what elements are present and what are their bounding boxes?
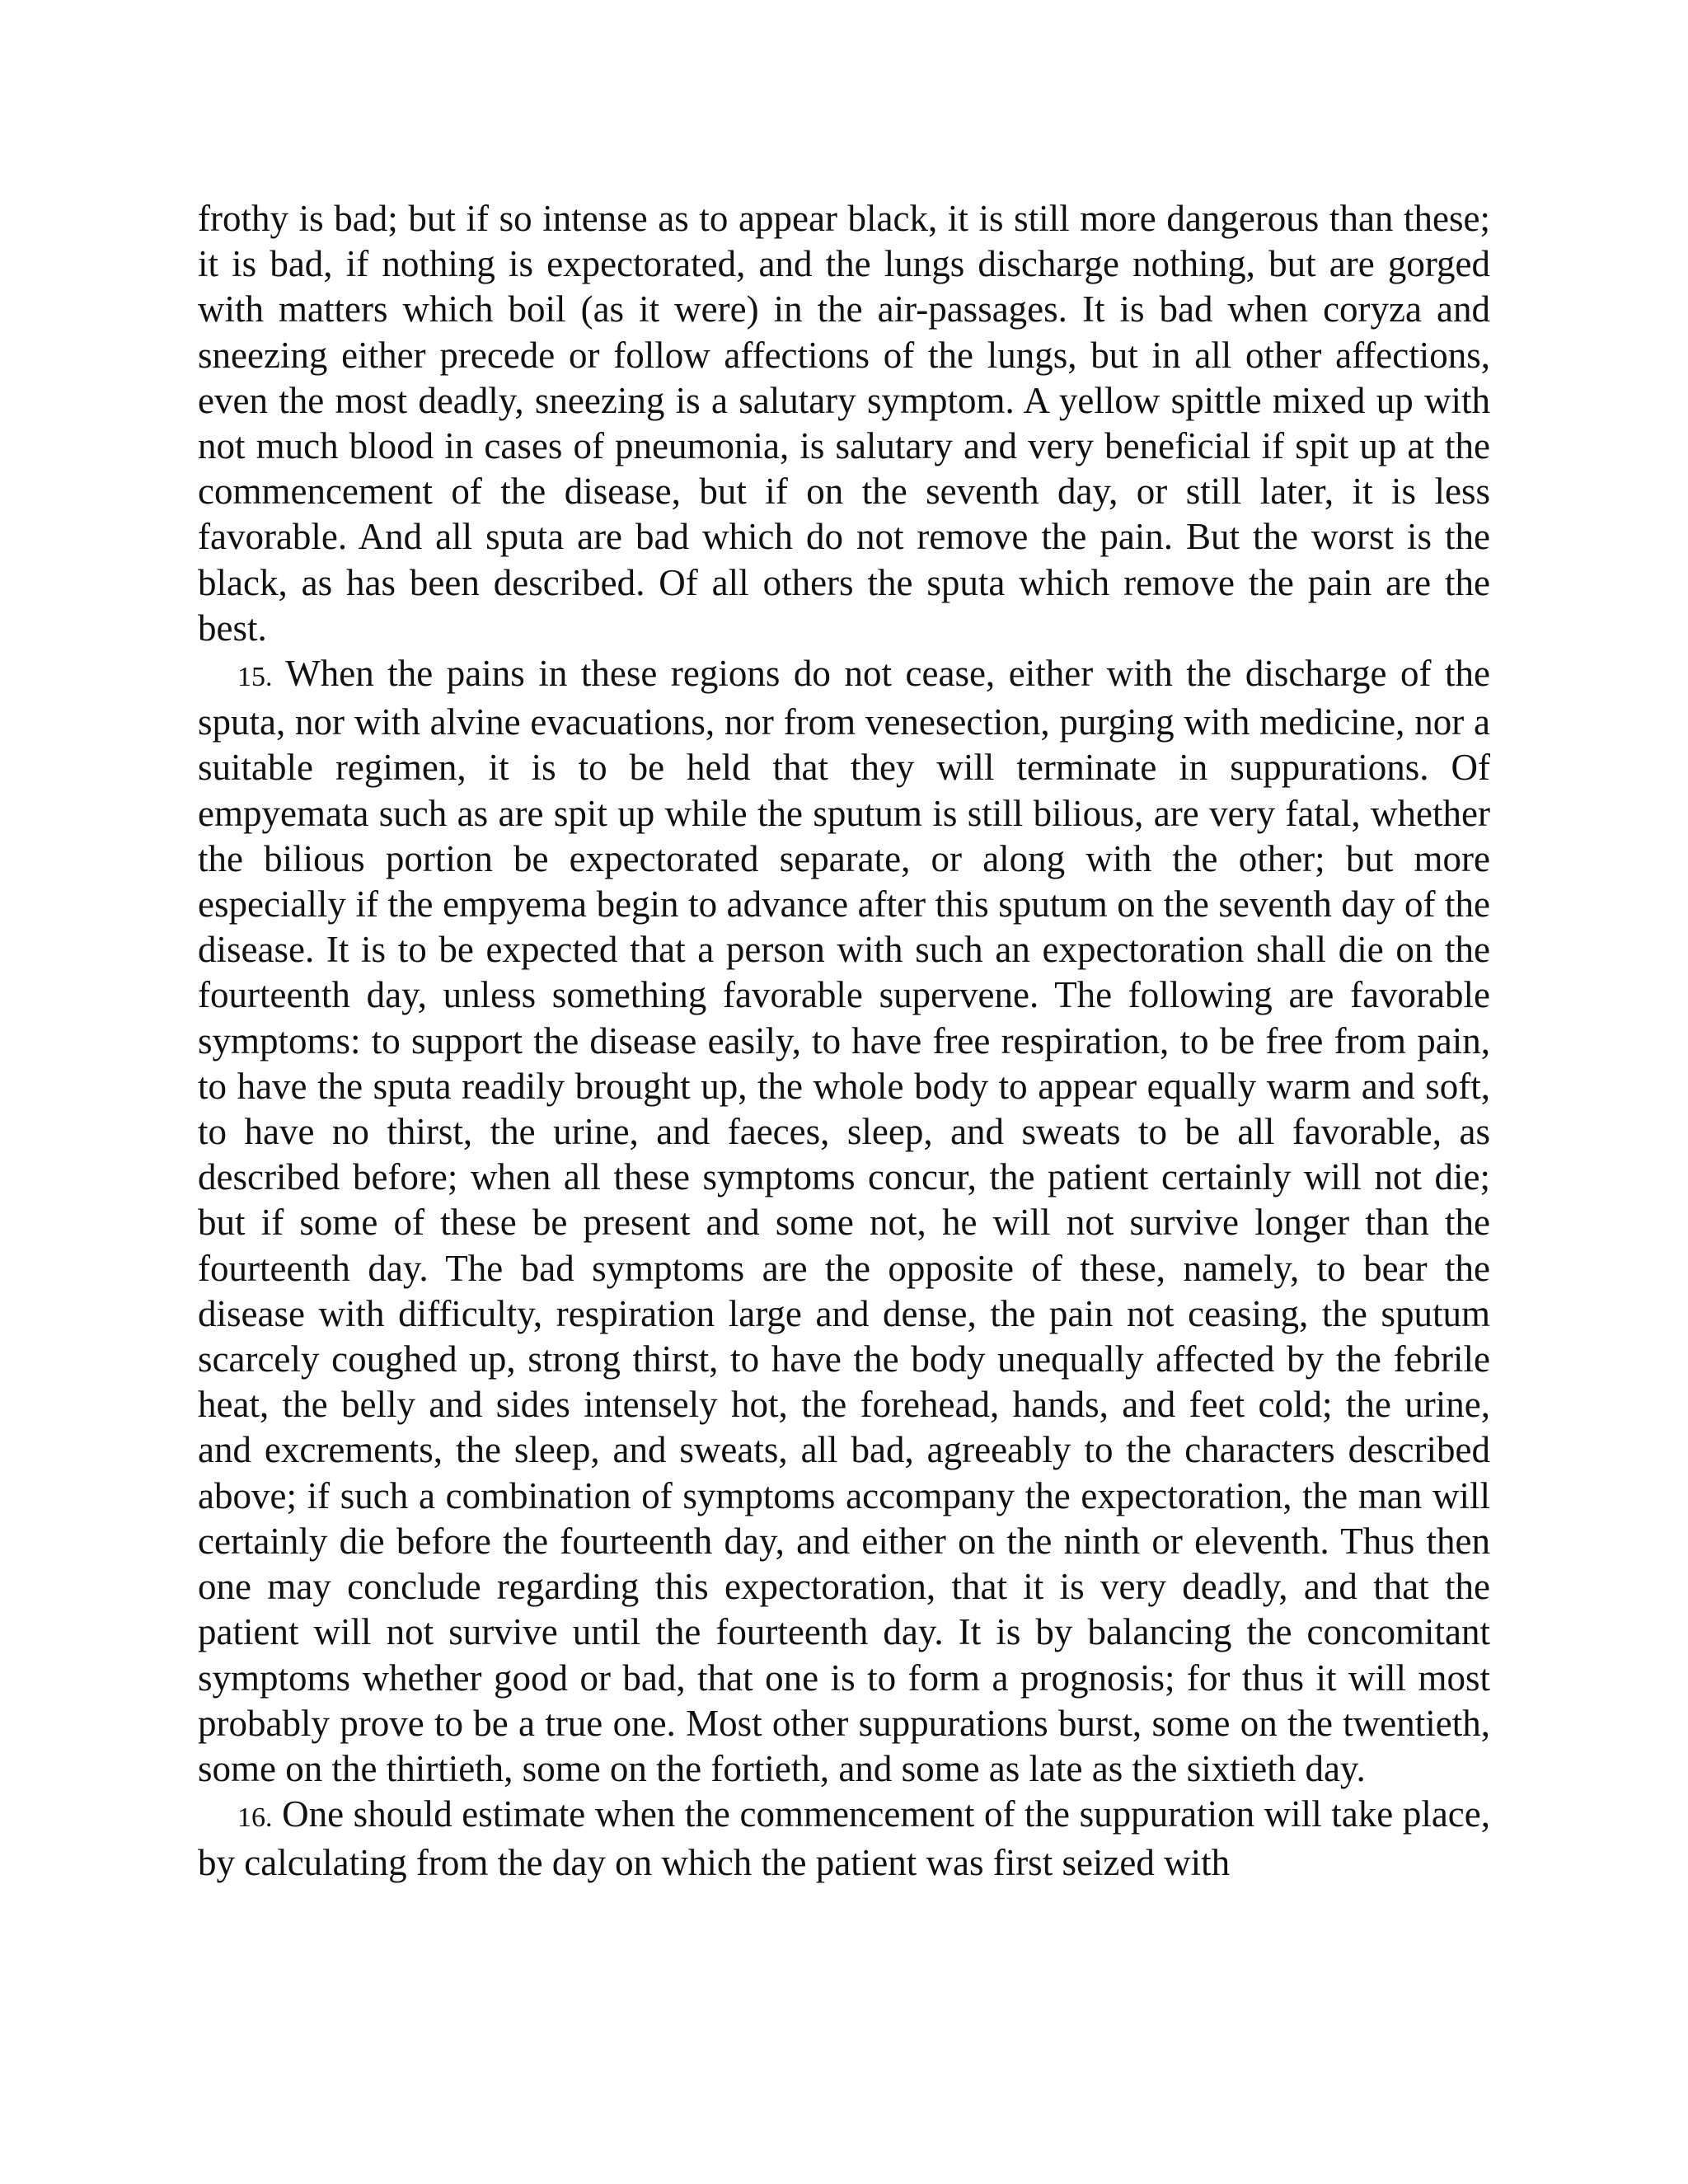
paragraph-15 [198, 651, 1490, 1792]
paragraph-continued [198, 196, 1490, 651]
paragraph-16 [198, 1792, 1490, 1886]
paragraph-number: 16. [237, 1802, 273, 1834]
paragraph-text: One should estimate when the commencement of the suppuration will take place, by calculating from the day on which the patient was first seized with [198, 1793, 1491, 1884]
paragraph-text: frothy is bad; but if so intense as to appear black, it is still more dangerous than these; it is bad, if nothing is expectorated, and the lungs discharge nothing, but are gorged with matters which boil (as it were) in the air-passages. It is bad when coryza and sneezing either precede or follow affections of the lungs, but in all other affections, even the most deadly, sneezing is a salutary symptom. A yellow spittle mixed up with not much blood in cases of pneumonia, is salutary and very beneficial if spit up at the commencement of the disease, but if on the seventh day, or still later, it is less favorable. And all sputa are bad which do not remove the pain. But the worst is the black, as has been described. Of all others the sputa which remove the pain are the best. [198, 198, 1490, 649]
paragraph-text: When the pains in these regions do not cease, either with the discharge of the sputa, nor with alvine evacuations, nor from venesection, purging with medicine, nor a suitable regimen, it is to be held that they will terminate in suppurations. Of empyemata such as are spit up while the sputum is still bilious, are very fatal, whether the bilious portion be expectorated separate, or along with the other; but more especially if the empyema begin to advance after this sputum on the seventh day of the disease. It is to be expected that a person with such an expectoration shall die on the fourteenth day, unless something favorable supervene. The following are favorable symptoms: to support the disease easily, to have free respiration, to be free from pain, to have the sputa readily brought up, the whole body to appear equally warm and soft, to have no thirst, the urine, and faeces, sleep, and sweats to be all favorable, as described before; when all these symptoms concur, the patient certainly will not die; but if some of these be present and some not, he will not survive longer than the fourteenth day. The bad symptoms are the opposite of these, namely, to bear the disease with difficulty, respiration large and dense, the pain not ceasing, the sputum scarcely coughed up, strong thirst, to have the body unequally affected by the febrile heat, the belly and sides intensely hot, the forehead, hands, and feet cold; the urine, and excrements, the sleep, and sweats, all bad, agreeably to the characters described above; if such a combination of symptoms accompany the expectoration, the man will certainly die before the fourteenth day, and either on the ninth or eleventh. Thus then one may conclude regarding this expectoration, that it is very deadly, and that the patient will not survive until the fourteenth day. It is by balancing the concomitant symptoms whether good or bad, that one is to form a prognosis; for thus it will most probably prove to be a true one. Most other suppurations burst, some on the twentieth, some on the thirtieth, some on the fortieth, and some as late as the sixtieth day. [198, 653, 1490, 1789]
document-page [198, 196, 1490, 1886]
paragraph-number: 15. [237, 662, 273, 693]
